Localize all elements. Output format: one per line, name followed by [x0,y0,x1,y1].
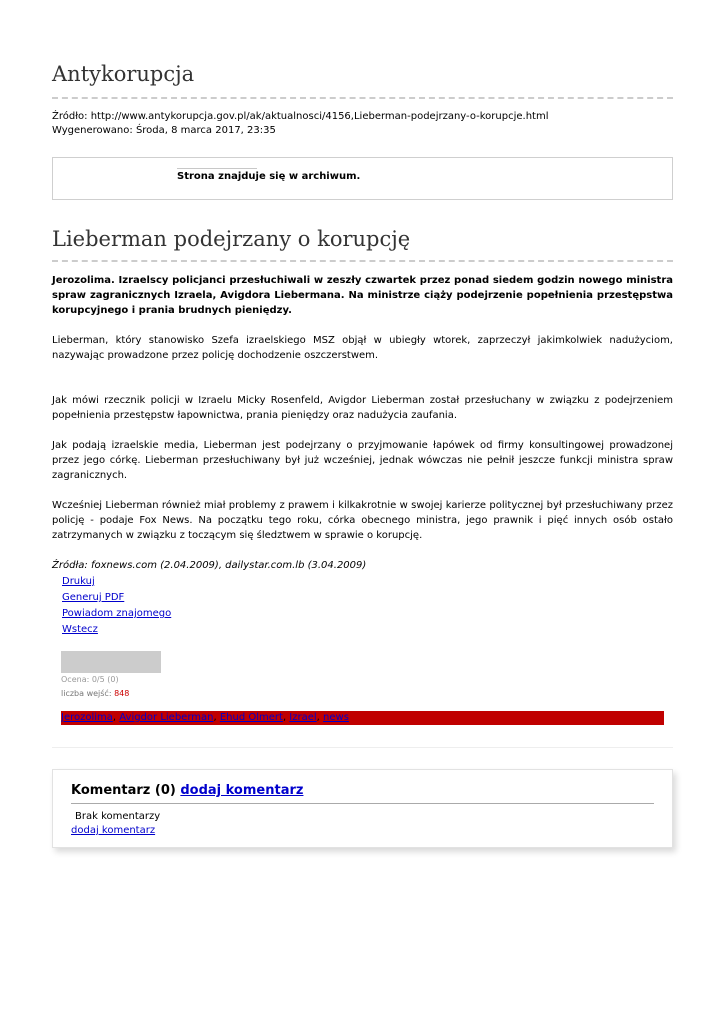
article-lead: Jerozolima. Izraelscy policjanci przesłuchiwali w zeszły czwartek przez ponad siedem godzin nowego ministra spraw zagranicznych Izraela, Avigdora Liebermana. Na ministrze ciąży podejrzenie popełnienia przestępstwa korupcyjnego i prania brudnych pieniędzy. [52,275,673,316]
archive-notice-rule [177,168,257,169]
print-link[interactable]: Drukuj [62,576,95,587]
archive-notice: Strona znajduje się w archiwum. [177,171,361,182]
document-meta [52,110,548,138]
add-comment-link-bottom[interactable]: dodaj komentarz [71,825,156,836]
generated-date: Wygenerowano: Środa, 8 marca 2017, 23:35 [52,125,276,136]
title-divider [52,97,673,99]
section-divider [52,747,673,748]
article-paragraph: Jak mówi rzecznik policji w Izraelu Micky Rosenfeld, Avigdor Lieberman został przesłuchany w związku z podejrzeniem popełnienia przestępstw łapownictwa, prania pieniędzy oraz nadużycia zaufania. [52,395,673,421]
article-sources: Źródła: foxnews.com (2.04.2009), dailystar.com.lb (3.04.2009) [52,560,367,571]
rating-text: Ocena: 0/5 (0) [61,675,119,684]
comments-heading [71,783,303,798]
view-count [61,689,129,698]
article-paragraph: Lieberman, który stanowisko Szefa izraelskiego MSZ objął w ubiegły wtorek, zaprzeczył jakimkolwiek nadużyciom, nazywając prowadzone przez policję dochodzenie oszczerstwem. [52,335,673,361]
tag-link[interactable]: Avigdor Lieberman [119,712,214,723]
article-paragraph: Jak podają izraelskie media, Lieberman jest podejrzany o przyjmowanie łapówek od firmy konsultingowej prowadzonej przez jego córkę. Lieberman przesłuchiwany był już wcześniej, jednak wówczas nie pełnił jeszcze funkcji ministra spraw zagranicznych. [52,440,673,481]
article-paragraph: Wcześniej Lieberman również miał problemy z prawem i kilkakrotnie w swojej karierze politycznej był przesłuchiwany przez policję - podaje Fox News. Na początku tego roku, córka obecnego ministra, jego prawnik i pięć innych osób ostało zatrzymanych w związku z toczącym się śledztwem w sprawie o korupcję. [52,500,673,541]
comments-divider [71,803,654,804]
comments-section [52,769,673,848]
article-actions [62,574,171,638]
tag-link[interactable]: Ehud Olmert [219,712,283,723]
archive-notice-box [52,157,673,200]
generate-pdf-link[interactable]: Generuj PDF [62,592,125,603]
article-body [52,273,673,573]
view-count-label: liczba wejść: [61,689,115,698]
site-title: Antykorupcja [52,62,195,86]
tag-bar: Jerozolima, Avigdor Lieberman, Ehud Olmert, Izrael, news [61,711,664,725]
tag-link[interactable]: Izrael [289,712,317,723]
view-count-value: 848 [114,689,130,698]
tag-link[interactable]: Jerozolima [61,712,113,723]
notify-friend-link[interactable]: Powiadom znajomego [62,608,172,619]
add-comment-link[interactable]: dodaj komentarz [180,783,304,798]
no-comments-text: Brak komentarzy [75,811,161,822]
source-url: Źródło: http://www.antykorupcja.gov.pl/ak/aktualnosci/4156,Lieberman-podejrzany-o-korupcje.html [52,111,549,122]
comments-count: Komentarz (0) [71,783,176,798]
rating-widget[interactable] [61,651,161,673]
back-link[interactable]: Wstecz [62,624,98,635]
article-title: Lieberman podejrzany o korupcję [52,227,411,251]
tag-link[interactable]: news [323,712,349,723]
article-title-divider [52,260,673,262]
